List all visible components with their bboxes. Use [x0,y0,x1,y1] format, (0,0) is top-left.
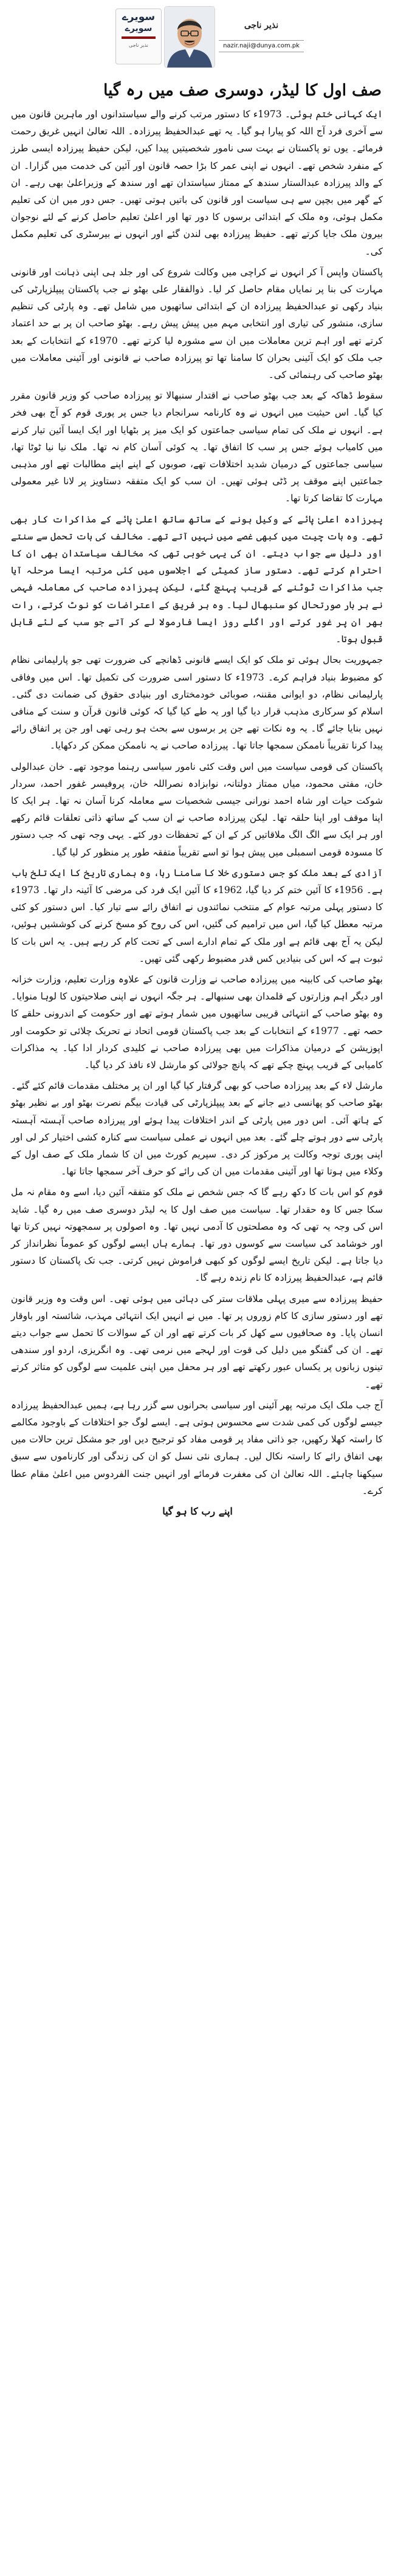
body-paragraph: مارشل لاء کے بعد پیرزادہ صاحب کو بھی گرفتار کیا گیا اور ان پر مختلف مقدمات قائم کئے گئے۔ بھٹو صاحب کو پھانسی دیے جانے کے بعد پیپلزپارٹی کی قیادت بیگم نصرت بھٹو اور بے نظیر بھٹو کے ہاتھ آئی۔ اس دور میں پارٹی کے اندر اختلافات پیدا ہوئے اور پیرزادہ صاحب آہستہ آہستہ پارٹی سے دور ہوتے چلے گئے۔ بعد میں انہوں نے عملی سیاست سے کنارہ کشی اختیار کر لی اور اپنی پوری توجہ وکالت پر مرکوز کر دی۔ سپریم کورٹ میں ان کا شمار ملک کے صف اول کے وکلاء میں ہوتا تھا اور آئینی مقدمات میں ان کی رائے کو حرف آخر سمجھا جاتا تھا۔ [11,1080,383,1177]
body-paragraph: جمہوریت بحال ہوئی تو ملک کو ایک ایسے قانونی ڈھانچے کی ضرورت تھی جو پارلیمانی نظام کو مضبوط بنیاد فراہم کرے۔ 1973ء کا دستور اسی ضرورت کی تکمیل تھا۔ اس میں وفاقی پارلیمانی نظام، دو ایوانی مقننہ، صوبائی خودمختاری اور بنیادی حقوق کی ضمانت دی گئی۔ اسلام کو سرکاری مذہب قرار دیا گیا اور یہ طے کیا گیا کہ کوئی قانون قرآن و سنت کے منافی نہیں بنایا جائے گا۔ یہ وہ نکات تھے جن پر برسوں سے بحث ہو رہی تھی اور جن پر اتفاق رائے پیدا کرنا تقریباً ناممکن سمجھا جاتا تھا۔ پیرزادہ صاحب نے یہ ناممکن ممکن کر دکھایا۔ [11,654,383,752]
body-paragraph: پیرزادہ اعلیٰ پائے کے وکیل ہونے کے ساتھ ساتھ اعلیٰ پائے کے مذاکرات کار بھی تھے۔ وہ بات چیت میں کبھی غصے میں نہیں آتے تھے۔ مخالف کی بات تحمل سے سنتے اور دلیل سے جواب دیتے۔ ان کی یہی خوبی تھی کہ مخالف سیاستدان بھی ان کا احترام کرتے تھے۔ دستور ساز کمیٹی کے اجلاسوں میں کئی مرتبہ ایسا مرحلہ آیا جب مذاکرات ٹوٹنے کے قریب پہنچ گئے، لیکن پیرزادہ صاحب کی معاملہ فہمی نے ہر بار صورتحال کو سنبھال لیا۔ وہ ہر فریق کے اعتراضات کو نوٹ کرتے، رات بھر ان پر غور کرتے اور اگلے روز ایسا فارمولا لے کر آتے جو سب کے لئے قابل قبول ہوتا۔ [11,513,383,645]
column-headline: صف اول کا لیڈر، دوسری صف میں رہ گیا [103,81,382,100]
body-paragraph: پاکستان واپس آ کر انہوں نے کراچی میں وکالت شروع کی اور جلد ہی اپنی ذہانت اور قانونی مہارت کی بنا پر نمایاں مقام حاصل کر لیا۔ ذوالفقار علی بھٹو نے جب پاکستان پیپلزپارٹی کی بنیاد رکھی تو عبدالحفیظ پیرزادہ ان کے ابتدائی ساتھیوں میں شامل تھے۔ وہ پارٹی کی تنظیم سازی، منشور کی تیاری اور انتخابی مہم میں پیش پیش رہے۔ بھٹو صاحب ان پر بے حد اعتماد کرتے تھے اور اہم ترین معاملات میں ان سے مشورہ لیا کرتے تھے۔ 1970ء کے انتخابات کے بعد جب ملک کو ایک آئینی بحران کا سامنا تھا تو پیرزادہ صاحب نے قانونی اور آئینی معاملات میں بھٹو صاحب کی رہنمائی کی۔ [11,266,383,381]
body-paragraph: ایک کہانی ختم ہوئی۔ 1973ء کا دستور مرتب کرنے والے سیاستدانوں اور ماہرین قانون میں سے آخری فرد آج اللہ کو پیارا ہو گیا۔ یہ تھے عبدالحفیظ پیرزادہ۔ اللہ تعالیٰ انہیں غریق رحمت فرمائے۔ یوں تو پاکستان نے بہت سی نامور شخصیتیں پیدا کیں، لیکن حفیظ پیرزادہ ایسی طرز کے منفرد شخص تھے۔ انہوں نے اپنی عمر کا بڑا حصہ قانون اور آئین کی خدمت میں گزارا۔ ان کے والد پیرزادہ عبدالستار سندھ کے ممتاز سیاستدان تھے اور سندھ کے وزیراعلیٰ بھی رہے۔ ان کے گھر میں بچپن سے ہی سیاست اور قانون کی باتیں ہوتی تھیں۔ جس دور میں ان کی تعلیم مکمل ہوئی، وہ ملک کے ابتدائی برسوں کا دور تھا اور اعلیٰ تعلیم حاصل کرنے کے لئے نوجوان بیرون ملک جایا کرتے تھے۔ حفیظ پیرزادہ بھی لندن گئے اور انہوں نے بیرسٹری کی تعلیم مکمل کی۔ [11,109,383,257]
columnist-portrait [164,6,215,68]
column-header [5,0,390,78]
body-paragraph: سقوط ڈھاکہ کے بعد جب بھٹو صاحب نے اقتدار سنبھالا تو پیرزادہ صاحب کو وزیر قانون مقرر کیا گیا۔ اس حیثیت میں انہوں نے وہ کارنامہ سرانجام دیا جس پر پوری قوم کو آج بھی فخر ہے۔ انہوں نے ملک کی تمام سیاسی جماعتوں کو ایک میز پر بٹھایا اور ایک ایسا آئین تیار کرنے میں کامیاب ہوئے جس پر سب کا اتفاق تھا۔ یہ کوئی آسان کام نہ تھا۔ ملک نیا نیا ٹوٹا تھا، سیاسی جماعتوں کے درمیان شدید اختلافات تھے، صوبوں کے اپنے اپنے مطالبات تھے اور مذہبی جماعتیں اپنے موقف پر ڈٹی ہوئی تھیں۔ ان سب کو ایک متفقہ دستاویز پر لانا غیر معمولی مہارت کا تقاضا کرتا تھا۔ [11,390,383,504]
body-paragraph: پاکستان کی قومی سیاست میں اس وقت کئی نامور سیاسی رہنما موجود تھے۔ خان عبدالولی خان، مفتی محمود، میاں ممتاز دولتانہ، نوابزادہ نصراللہ خان، پروفیسر غفور احمد، سردار شوکت حیات اور شاہ احمد نورانی جیسی شخصیات سے معاملہ کرنا آسان نہ تھا۔ ہر ایک کا اپنا موقف اور اپنا حلقہ تھا۔ لیکن پیرزادہ صاحب نے ان سب کے ساتھ ذاتی تعلقات قائم رکھے اور ہر ایک سے الگ الگ ملاقاتیں کر کے ان کے تحفظات دور کئے۔ یہی وجہ تھی کہ جب دستور کا مسودہ قومی اسمبلی میں پیش ہوا تو اسے تقریباً متفقہ طور پر منظور کر لیا گیا۔ [11,761,383,858]
body-paragraph: آزادی کے بعد ملک کو جس دستوری خلا کا سامنا رہا، وہ ہماری تاریخ کا ایک تلخ باب ہے۔ 1956ء کا آئین ختم کر دیا گیا، 1962ء کا آئین ایک فرد کی مرضی کا آئینہ دار تھا۔ 1973ء کا دستور پہلی مرتبہ عوام کے منتخب نمائندوں نے اتفاق رائے سے تیار کیا۔ اس دستور کو کئی مرتبہ معطل کیا گیا، اس میں ترامیم کی گئیں، اس کی روح کو مسخ کرنے کی کوششیں ہوئیں، لیکن یہ آج بھی قائم ہے اور ملک کے تمام ادارے اسی کے تحت کام کر رہے ہیں۔ یہ اس بات کا ثبوت ہے کہ اس کی بنیادیں کس قدر مضبوط رکھی گئی تھیں۔ [11,867,383,964]
closing-line: اپنے رب کا ہو گیا [162,1506,233,1518]
column-body [5,106,390,1499]
avatar [165,7,215,67]
columnist-email: nazir.naji@dunya.com.pk [219,40,304,52]
logo-line-bottom: سویرے [125,23,153,33]
logo-rule [122,36,156,39]
logo-subtitle: نذیر ناجی [129,42,148,48]
logo-line-top: سویرے [122,11,156,23]
body-paragraph: حفیظ پیرزادہ سے میری پہلی ملاقات ستر کی دہائی میں ہوئی تھی۔ اس وقت وہ وزیر قانون تھے اور دستور سازی کا کام زوروں پر تھا۔ میں نے انہیں ایک انتہائی مہذب، شائستہ اور باوقار انسان پایا۔ وہ صحافیوں سے کھل کر بات کرتے تھے اور ان کے سوالات کا تحمل سے جواب دیتے تھے۔ ان کی گفتگو میں دلیل کی قوت اور لہجے میں نرمی تھی۔ وہ انگریزی، اردو اور سندھی تینوں زبانوں پر یکساں عبور رکھتے تھے اور ہر محفل میں اپنی علمیت سے لوگوں کو متاثر کرتے تھے۔ [11,1293,383,1390]
column-logo [115,9,162,64]
body-paragraph: آج جب ملک ایک مرتبہ پھر آئینی اور سیاسی بحرانوں سے گزر رہا ہے، ہمیں عبدالحفیظ پیرزادہ جیسے لوگوں کی کمی شدت سے محسوس ہوتی ہے۔ ایسے لوگ جو اختلافات کے باوجود مکالمے کا راستہ کھلا رکھیں، جو ذاتی مفاد پر قومی مفاد کو ترجیح دیں اور جو مشکل ترین حالات میں بھی اتفاق رائے کا راستہ نکال لیں۔ ہماری نئی نسل کو ان کی زندگی اور کارناموں سے سبق سیکھنا چاہئے۔ اللہ تعالیٰ ان کی مغفرت فرمائے اور انہیں جنت الفردوس میں اعلیٰ مقام عطا کرے۔ [11,1399,383,1496]
body-paragraph: بھٹو صاحب کی کابینہ میں پیرزادہ صاحب نے وزارت قانون کے علاوہ وزارت تعلیم، وزارت خزانہ اور دیگر اہم وزارتوں کے قلمدان بھی سنبھالے۔ ہر جگہ انہوں نے اپنی صلاحیتوں کا لوہا منوایا۔ وہ بھٹو صاحب کے انتہائی قریبی ساتھیوں میں شمار ہوتے تھے اور حکومت کے اندرونی حلقے کا حصہ تھے۔ 1977ء کے انتخابات کے بعد جب پاکستان قومی اتحاد نے تحریک چلائی تو حکومت اور اپوزیشن کے درمیان مذاکرات میں بھی پیرزادہ صاحب نے کلیدی کردار ادا کیا۔ یہ مذاکرات کامیابی کے قریب پہنچ چکے تھے کہ پانچ جولائی کو مارشل لاء نافذ کر دیا گیا۔ [11,973,383,1070]
columnist-name: نذیر ناجی [244,21,279,30]
body-paragraph: قوم کو اس بات کا دکھ رہے گا کہ جس شخص نے ملک کو متفقہ آئین دیا، اسے وہ مقام نہ مل سکا جس کا وہ حقدار تھا۔ سیاست میں صف اول کا یہ لیڈر دوسری صف میں رہ گیا۔ شاید اس کی وجہ یہ تھی کہ وہ مصلحتوں کا آدمی نہیں تھا۔ وہ اصولوں پر سمجھوتہ نہیں کرتا تھا اور خوشامد کی سیاست سے کوسوں دور تھا۔ ہمارے ہاں ایسے لوگوں کو عموماً نظرانداز کر دیا جاتا ہے۔ لیکن تاریخ ایسے لوگوں کو کبھی فراموش نہیں کرتی۔ جب تک پاکستان کا دستور قائم ہے، عبدالحفیظ پیرزادہ کا نام زندہ رہے گا۔ [11,1187,383,1284]
